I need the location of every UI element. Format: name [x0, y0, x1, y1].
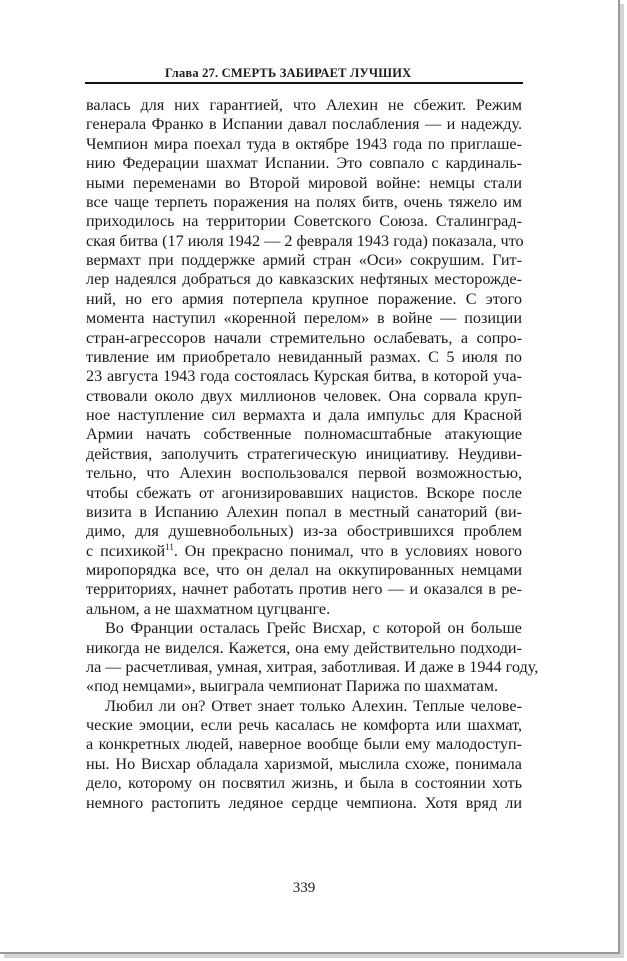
text-line: тельно, что Алехин воспользовался первой возможностью,	[86, 464, 522, 483]
text-line: валась для них гарантией, что Алехин не сбежит. Режим	[86, 96, 522, 114]
text-line: немного растопить ледяное сердце чемпиона. Хотя вряд ли	[86, 793, 522, 812]
text-segment: . Он прекрасно понимал, что в условиях нового	[173, 541, 522, 560]
text-line: ны. Но Висхар обладала харизмой, мыслила схоже, понимала	[86, 754, 522, 773]
text-line: Армии начать собственные полномасштабные атакующие	[86, 425, 522, 444]
text-line: никогда не виделся. Кажется, она ему действительно подходи-	[86, 638, 522, 657]
footnote-reference[interactable]: 11	[165, 541, 174, 552]
text-line: приходилось на территории Советского Союза. Сталинград-	[86, 212, 522, 231]
page-number: 339	[292, 880, 316, 896]
running-head: Глава 27. СМЕРТЬ ЗАБИРАЕТ ЛУЧШИХ	[165, 66, 412, 80]
text-segment: с психикой	[86, 541, 166, 560]
text-line-with-footnote	[86, 542, 522, 561]
text-line: Чемпион мира поехал туда в октябре 1943 года по приглаше-	[86, 134, 522, 153]
body-text	[86, 96, 539, 813]
text-line: Любил ли он? Ответ знает только Алехин. Теплые челове-	[105, 696, 522, 715]
text-line: ными переменами во Второй мировой войне: немцы стали	[86, 173, 522, 192]
text-line: Во Франции осталась Грейс Висхар, с которой он больше	[105, 619, 522, 638]
text-line: лер надеялся добраться до кавказских нефтяных месторожде-	[86, 270, 522, 289]
text-line: «под немцами», выиграла чемпионат Парижа по шахматам.	[86, 677, 499, 696]
text-line: вермахт при поддержке армий стран «Оси» сокрушим. Гит-	[86, 251, 522, 269]
text-line: ний, но его армия потерпела крупное поражение. С этого	[86, 289, 522, 308]
text-line: чтобы сбежать от агонизировавших нацистов. Вскоре после	[86, 483, 522, 502]
text-line: все чаще терпеть поражения на полях битв, очень тяжело им	[86, 192, 522, 211]
text-line: альном, а не шахматном цугцванге.	[86, 599, 331, 618]
text-line: территориях, начнет работать против него — и оказался в ре-	[86, 580, 522, 599]
text-line: действия, заполучить стратегическую инициативу. Неудиви-	[86, 444, 522, 463]
text-line: стран-агрессоров начали стремительно ослабевать, а сопро-	[86, 328, 522, 347]
text-line: 23 августа 1943 года состоялась Курская битва, в которой уча-	[86, 367, 522, 386]
text-line: ное наступление сил вермахта и дала импульс для Красной	[86, 406, 522, 424]
text-line: димо, для душевнобольных) из-за обострившихся проблем	[86, 522, 522, 541]
text-line: визита в Испанию Алехин попал в местный санаторий (ви-	[86, 502, 522, 521]
text-line: генерала Франко в Испании давал послабления — и надежду.	[86, 115, 522, 134]
text-line: миропорядка все, что он делал на оккупированных немцами	[86, 561, 522, 579]
text-line: нию Федерации шахмат Испании. Это совпало с кардиналь-	[86, 154, 522, 173]
text-line: ческие эмоции, если речь касалась не комфорта или шахмат,	[86, 716, 522, 734]
text-line: ская битва (17 июля 1942 — 2 февраля 1943 года) показала, что	[86, 231, 524, 250]
text-line: а конкретных людей, наверное вообще были ему малодоступ-	[86, 735, 522, 754]
text-line: ствовали около двух миллионов человек. Она сорвала круп-	[86, 386, 522, 405]
text-line: момента наступил «коренной перелом» в войне — позиции	[86, 309, 522, 328]
header-rule	[85, 82, 523, 84]
text-line: ла — расчетливая, умная, хитрая, заботливая. И даже в 1944 году,	[86, 657, 539, 676]
text-line: дело, которому он посвятил жизнь, и была в состоянии хоть	[86, 774, 522, 793]
text-line: тивление им приобретало невиданный размах. С 5 июля по	[86, 347, 522, 366]
